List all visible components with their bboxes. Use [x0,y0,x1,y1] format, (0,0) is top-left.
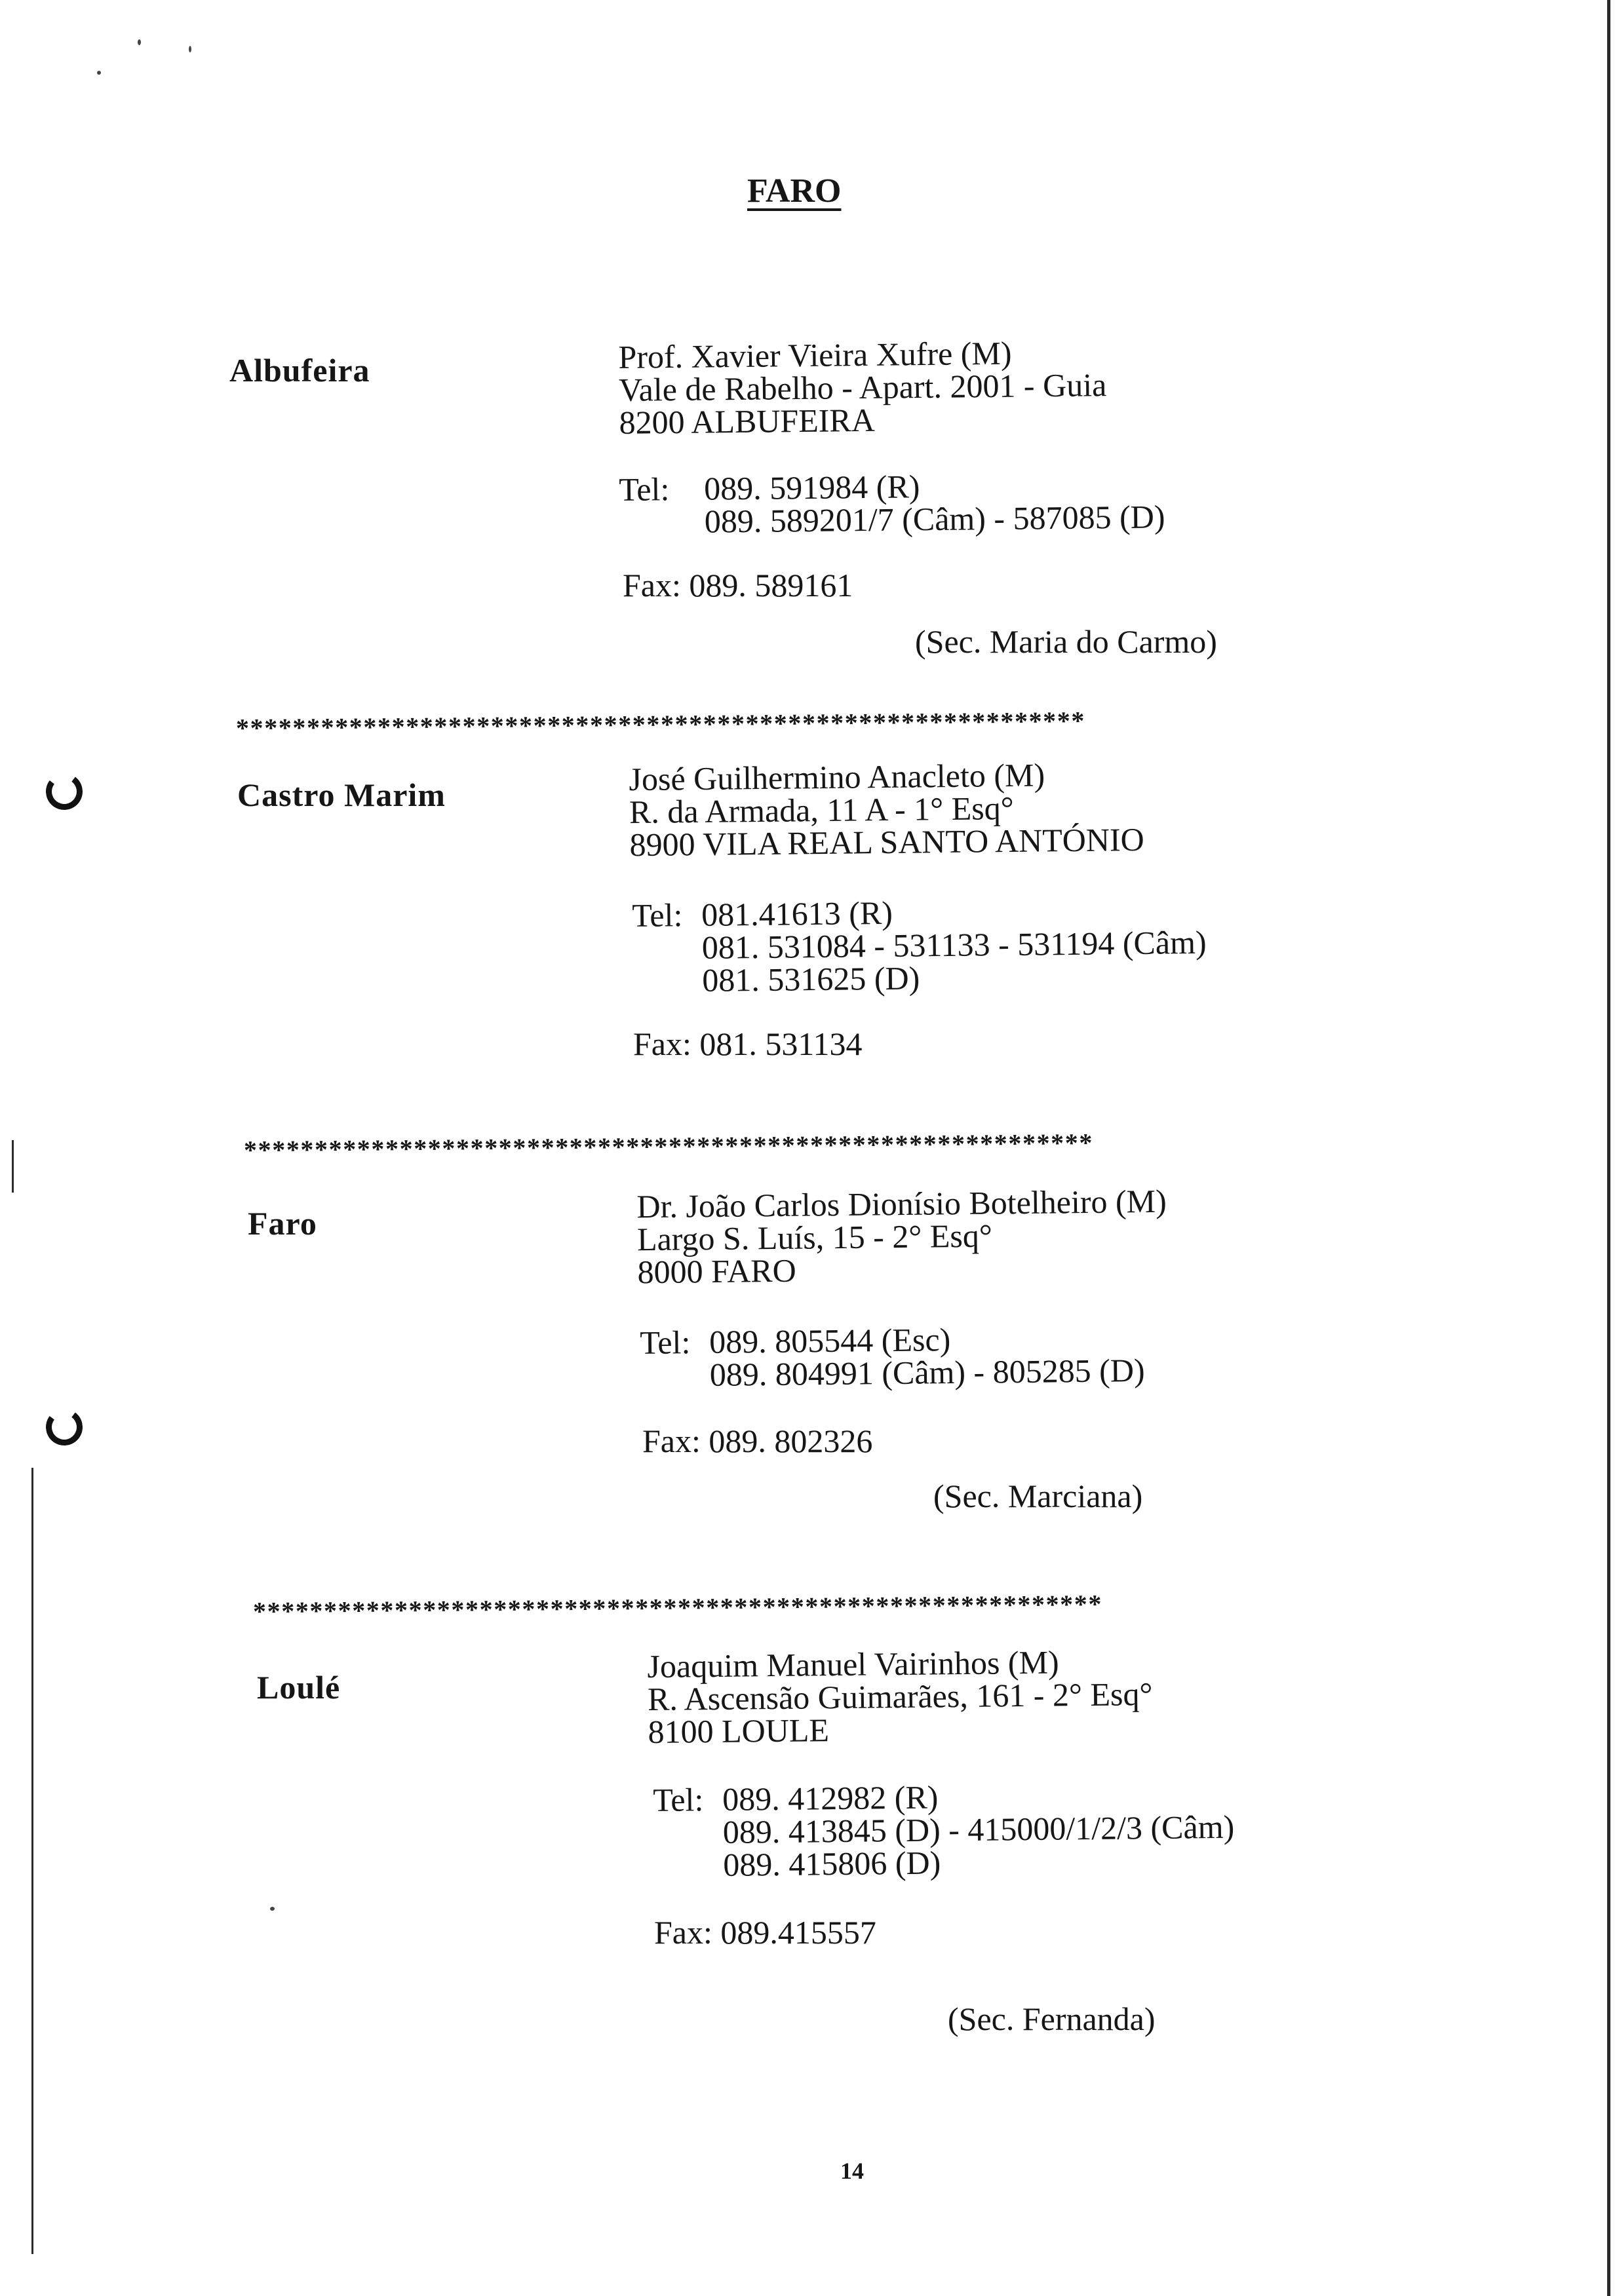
tel-label: Tel: [639,1324,691,1361]
entry-secretary: (Sec. Fernanda) [948,2000,1156,2037]
entry-fax: Fax: 089. 589161 [623,567,853,603]
entry-fax: Fax: 089.415557 [654,1914,876,1951]
phone-line: 081. 531625 (D) [702,959,920,999]
separator-line: ************************************************************ [243,1128,1094,1165]
address-line: R. Ascensão Guimarães, 161 - 2° Esq° [647,1675,1153,1718]
entry-address [636,1182,1167,1291]
address-line: 8900 VILA REAL SANTO ANTÓNIO [629,820,1144,864]
phone-line: 089. 804991 (Câm) - 805285 (D) [709,1351,1145,1393]
right-edge-line [1607,0,1610,2296]
entry-fax: Fax: 081. 531134 [633,1025,863,1062]
tel-label: Tel: [631,896,683,934]
scan-speck [97,71,101,75]
phone-line: 089. 412982 (R) [722,1778,939,1818]
left-edge-mark [12,1140,14,1193]
entry-secretary: (Sec. Maria do Carmo) [915,623,1217,660]
address-line: Largo S. Luís, 15 - 2° Esq° [636,1217,993,1258]
scan-speck [189,46,191,52]
tel-label: Tel: [652,1781,704,1818]
address-line: Dr. João Carlos Dionísio Botelheiro (M) [636,1182,1167,1225]
phone-line: 089. 415806 (D) [723,1844,941,1883]
address-line: 8100 LOULE [648,1712,830,1751]
separator-line: ************************************************************ [235,706,1086,743]
phone-line: 089. 413845 (D) - 415000/1/2/3 (Câm) [722,1808,1235,1850]
page-number: 14 [840,2158,864,2184]
address-line: Prof. Xavier Vieira Xufre (M) [618,334,1012,375]
phone-line: 081. 531084 - 531133 - 531194 (Câm) [701,923,1207,966]
entry-secretary: (Sec. Marciana) [933,1478,1143,1514]
address-line: Joaquim Manuel Vairinhos (M) [647,1643,1059,1685]
entry-address [618,335,1107,439]
entry-town: Albufeira [229,352,370,389]
entry-town: Faro [248,1205,317,1242]
page-title: FARO [747,172,842,210]
binder-hole-mark [43,1406,85,1447]
left-edge-line [31,1468,33,2254]
address-line: 8200 ALBUFEIRA [619,401,876,441]
phone-line: 089. 591984 (R) [703,468,920,507]
address-line: José Guilhermino Anacleto (M) [629,756,1045,798]
scan-speck [270,1907,275,1911]
separator-line: ************************************************************ [252,1589,1103,1626]
scan-speck [138,39,141,45]
entry-address [629,756,1144,864]
address-line: 8000 FARO [637,1252,796,1291]
binder-hole-mark [43,771,85,812]
entry-fax: Fax: 089. 802326 [642,1423,873,1459]
address-line: R. da Armada, 11 A - 1° Esq° [629,789,1014,831]
phone-line: 089. 805544 (Esc) [709,1321,951,1360]
phone-line: 081.41613 (R) [701,894,893,933]
phone-line: 089. 589201/7 (Câm) - 587085 (D) [704,498,1165,540]
entry-town: Castro Marim [237,776,446,813]
address-line: Vale de Rabelho - Apart. 2001 - Guia [618,366,1107,408]
entry-address [647,1643,1153,1751]
entry-town: Loulé [257,1669,341,1706]
tel-label: Tel: [618,470,670,508]
